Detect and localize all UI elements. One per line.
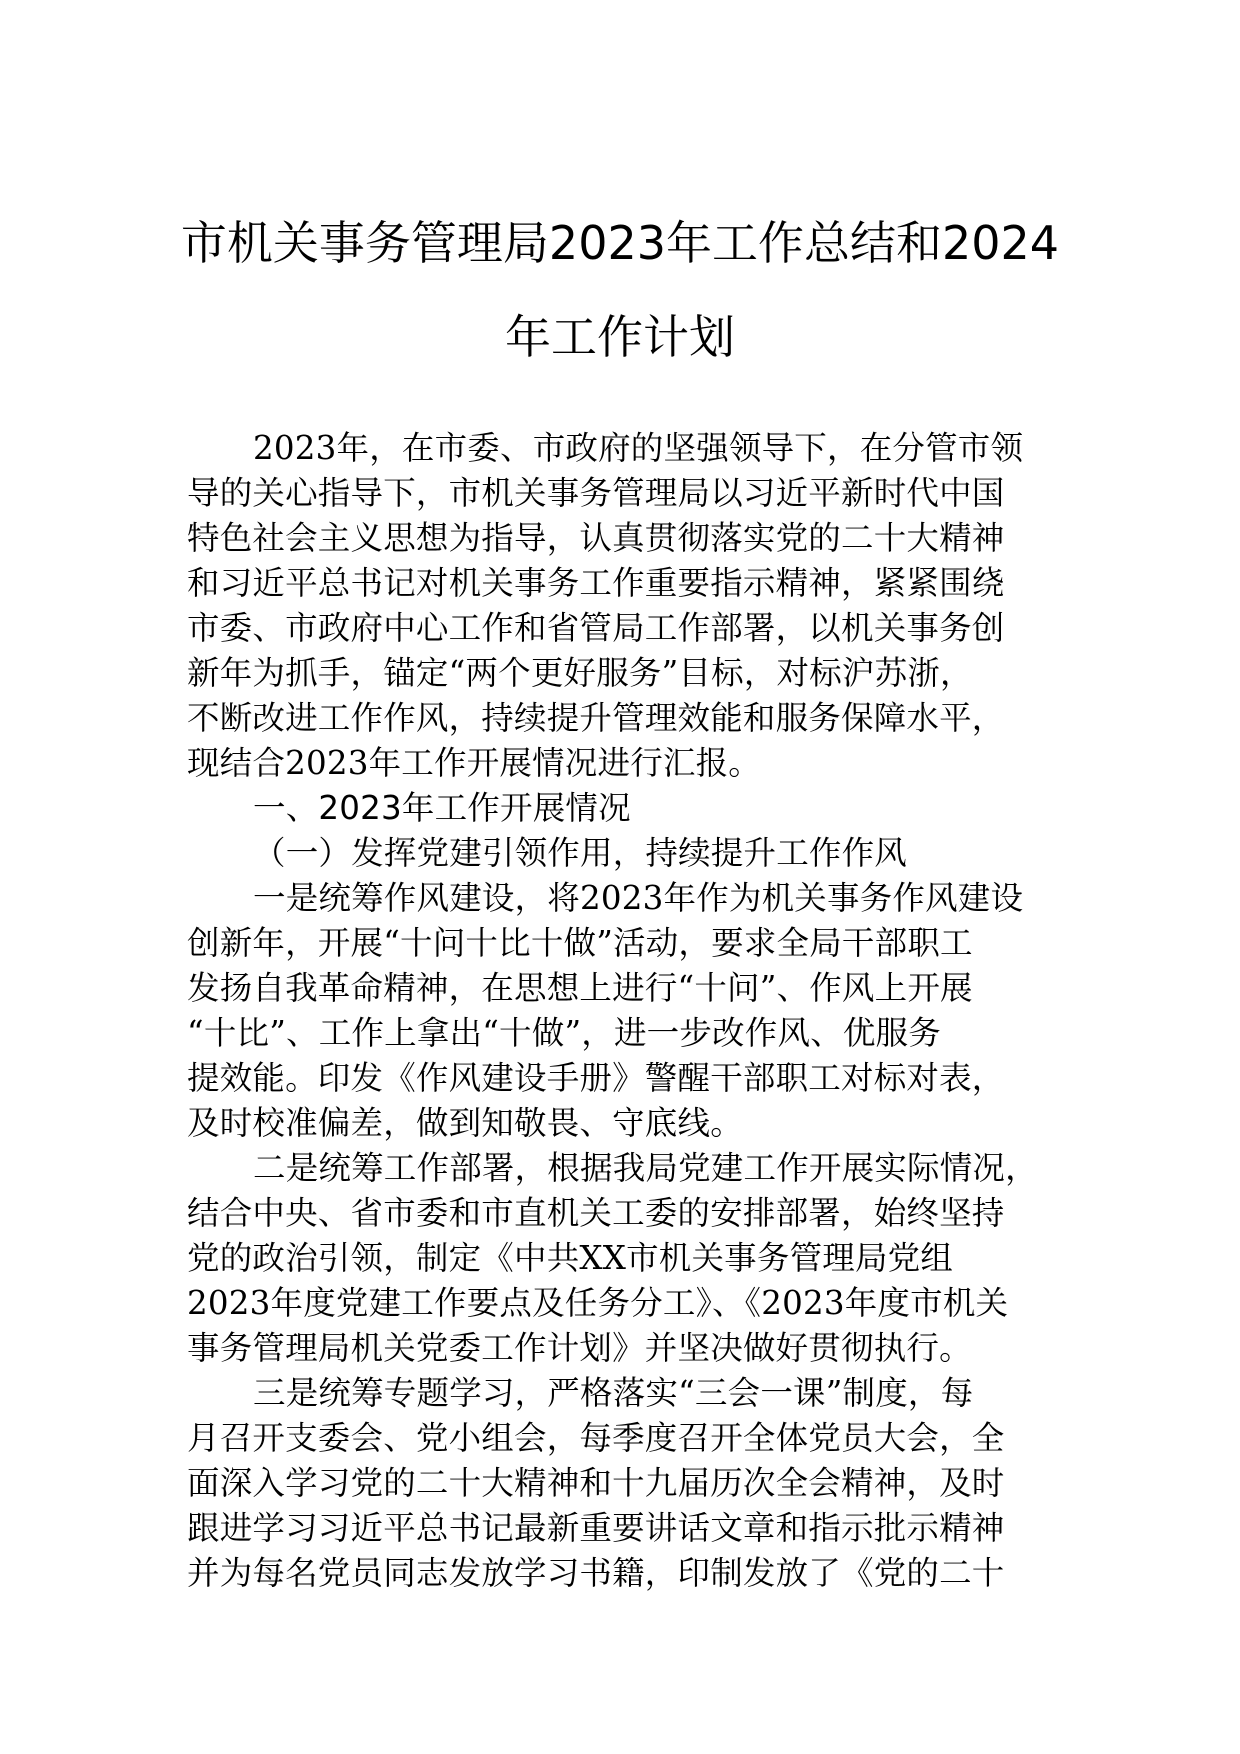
paragraph-line: 新年为抓手，锚定“两个更好服务”目标，对标沪苏浙， <box>187 654 973 692</box>
paragraph-line: 三是统筹专题学习，严格落实“三会一课”制度，每 <box>253 1374 974 1412</box>
paragraph-line: 现结合2023年工作开展情况进行汇报。 <box>187 744 762 782</box>
paragraph-line: 2023年度党建工作要点及任务分工》、《2023年度市机关 <box>187 1284 1009 1322</box>
paragraph-line: 提效能。印发《作风建设手册》警醒干部职工对标对表， <box>187 1059 1005 1097</box>
paragraph-line: 市委、市政府中心工作和省管局工作部署，以机关事务创 <box>187 609 1005 647</box>
document-title-line-1: 市机关事务管理局2023年工作总结和2024 <box>180 216 1060 270</box>
paragraph-line: 不断改进工作作风，持续提升管理效能和服务保障水平， <box>187 699 1005 737</box>
subsection-heading: （一）发挥党建引领作用，持续提升工作作风 <box>253 834 908 872</box>
paragraph-line: 和习近平总书记对机关事务工作重要指示精神，紧紧围绕 <box>187 564 1005 602</box>
paragraph-line: “十比”、工作上拿出“十做”，进一步改作风、优服务 <box>187 1014 941 1052</box>
paragraph-line: 跟进学习习近平总书记最新重要讲话文章和指示批示精神 <box>187 1509 1005 1547</box>
paragraph-line: 并为每名党员同志发放学习书籍，印制发放了《党的二十 <box>187 1554 1005 1592</box>
paragraph-line: 结合中央、省市委和市直机关工委的安排部署，始终坚持 <box>187 1194 1005 1232</box>
paragraph-line: 月召开支委会、党小组会，每季度召开全体党员大会，全 <box>187 1419 1005 1457</box>
paragraph-line: 特色社会主义思想为指导，认真贯彻落实党的二十大精神 <box>187 519 1005 557</box>
paragraph-line: 及时校准偏差，做到知敬畏、守底线。 <box>187 1104 743 1142</box>
section-heading: 一、2023年工作开展情况 <box>253 789 631 827</box>
paragraph-line: 发扬自我革命精神，在思想上进行“十问”、作风上开展 <box>187 969 973 1007</box>
paragraph-line: 事务管理局机关党委工作计划》并坚决做好贯彻执行。 <box>187 1329 972 1367</box>
paragraph-line: 面深入学习党的二十大精神和十九届历次全会精神，及时 <box>187 1464 1005 1502</box>
document-title-line-2: 年工作计划 <box>505 310 735 364</box>
paragraph-line: 导的关心指导下，市机关事务管理局以习近平新时代中国 <box>187 474 1005 512</box>
paragraph-line: 2023年，在市委、市政府的坚强领导下，在分管市领 <box>253 429 1024 467</box>
paragraph-line: 创新年，开展“十问十比十做”活动，要求全局干部职工 <box>187 924 973 962</box>
paragraph-line: 二是统筹工作部署，根据我局党建工作开展实际情况， <box>253 1149 1038 1187</box>
paragraph-line: 一是统筹作风建设，将2023年作为机关事务作风建设 <box>253 879 1024 917</box>
paragraph-line: 党的政治引领，制定《中共XX市机关事务管理局党组 <box>187 1239 954 1277</box>
